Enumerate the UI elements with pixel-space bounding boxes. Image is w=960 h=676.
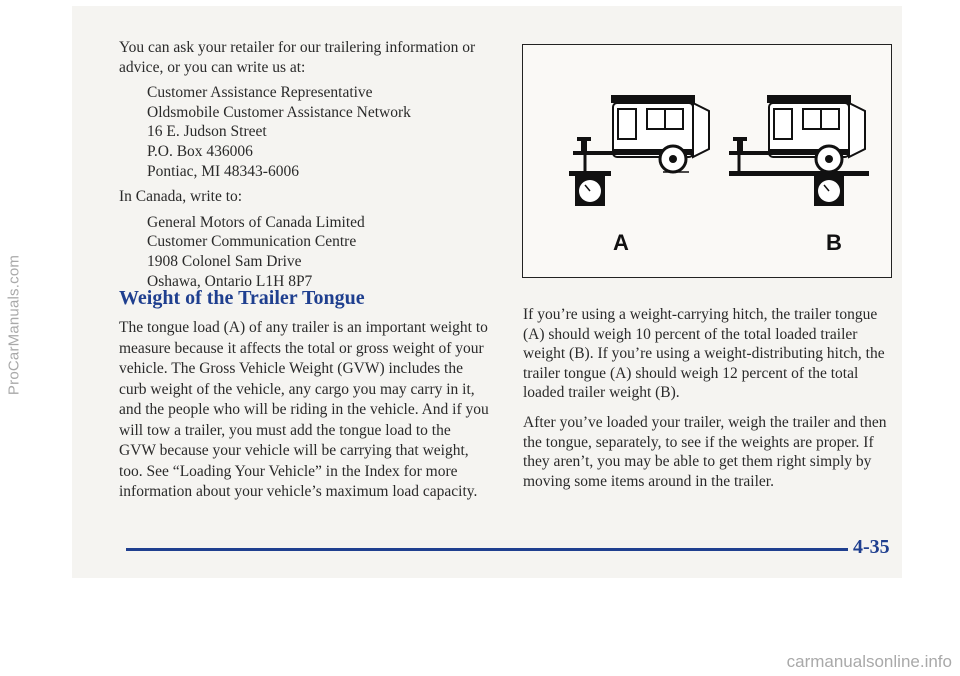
contact-section: [119, 38, 489, 297]
side-watermark-text: ProCarManuals.com: [5, 254, 23, 396]
address-line: Customer Assistance Representative: [147, 84, 373, 102]
figure-label-b: B: [826, 230, 842, 255]
trailer-b-illustration: [729, 95, 869, 206]
address-line: 16 E. Judson Street: [147, 123, 267, 141]
canada-address: [147, 213, 489, 291]
trailer-weighing-figure: [522, 44, 892, 278]
figure-label-a: A: [613, 230, 629, 255]
guidance-paragraph: After you’ve loaded your trailer, weigh the trailer and then the tongue, separately, to see if the weights are proper. If they aren’t, you may be able to get them right simply by moving some items around in the trailer.: [523, 413, 887, 490]
address-line: General Motors of Canada Limited: [147, 213, 365, 231]
trailer-a-illustration: [569, 95, 709, 206]
guidance-paragraph: If you’re using a weight-carrying hitch, the trailer tongue (A) should weigh 10 percent of the total loaded trailer weight (B). If you’re using a weight-distributing hitch, the trailer tongue (A) should weigh 12 percent of the total loaded trailer weight (B).: [523, 306, 885, 402]
side-watermark: [0, 0, 28, 676]
address-line: 1908 Colonel Sam Drive: [147, 252, 302, 270]
site-watermark: carmanualsonline.info: [786, 652, 952, 671]
address-line: Oldsmobile Customer Assistance Network: [147, 103, 411, 121]
canada-intro: In Canada, write to:: [119, 188, 243, 206]
footer-rule: [126, 548, 848, 551]
section-paragraph: The tongue load (A) of any trailer is an important weight to measure because it affects the total or gross weight of your vehicle. The Gross Vehicle Weight (GVW) includes the curb weight of the vehicle, any cargo you may carry in it, and the people who will be riding in the vehicle. And if you will tow a trailer, you must add the tongue load to the GVW because your vehicle will be carrying that weight, too. See “Loading Your Vehicle” in the Index for more information about your vehicle’s maximum load capacity.: [119, 319, 489, 500]
weight-guidance: [523, 305, 893, 501]
us-address: [147, 83, 489, 181]
page-number: 4-35: [853, 536, 890, 558]
trailer-weighing-illustration: [523, 45, 891, 277]
address-line: Oshawa, Ontario L1H 8P7: [147, 272, 313, 290]
address-line: Pontiac, MI 48343-6006: [147, 162, 299, 180]
section-body: [119, 318, 489, 503]
address-line: Customer Communication Centre: [147, 233, 357, 251]
address-line: P.O. Box 436006: [147, 142, 253, 160]
section-heading: Weight of the Trailer Tongue: [119, 287, 365, 309]
intro-paragraph: You can ask your retailer for our trailering information or advice, or you can write us at:: [119, 39, 476, 76]
